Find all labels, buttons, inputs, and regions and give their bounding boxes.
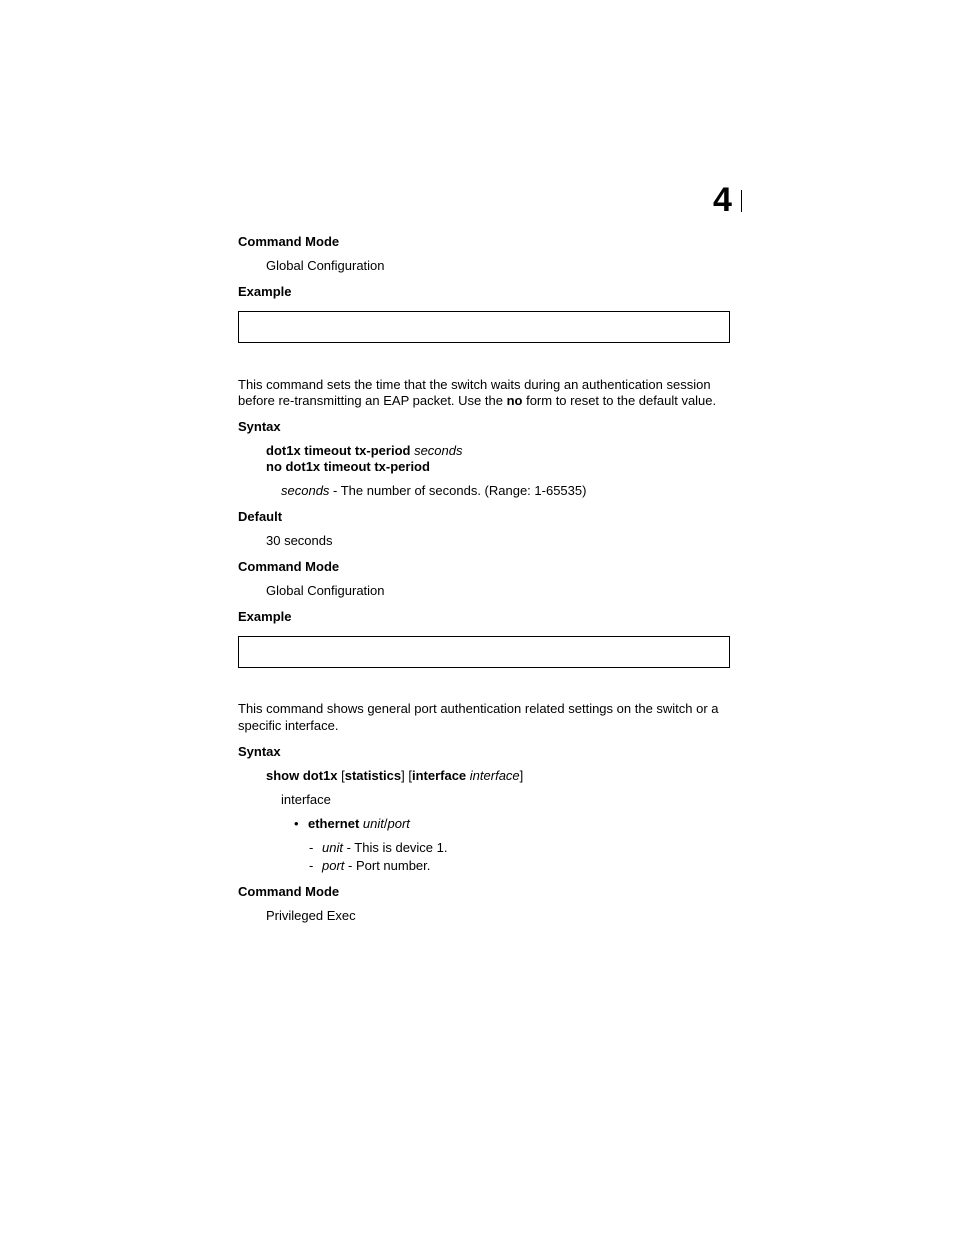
parameter-name: interface <box>281 792 331 807</box>
syntax-line: show dot1x [statistics] [interface interface] <box>266 768 524 783</box>
dash: - <box>309 840 314 855</box>
ethernet-option: ethernet unit/port <box>308 816 410 831</box>
command-mode-value: Global Configuration <box>266 583 385 598</box>
default-heading: Default <box>238 509 283 524</box>
default-value: 30 seconds <box>266 533 333 548</box>
example-box <box>238 636 730 668</box>
command-mode-heading: Command Mode <box>238 884 340 899</box>
description-line: before re-transmitting an EAP packet. Use the no form to reset to the default value. <box>238 393 717 408</box>
syntax-heading: Syntax <box>238 419 281 434</box>
chapter-number: 4 <box>713 181 732 219</box>
example-box <box>238 311 730 343</box>
unit-description: unit - This is device 1. <box>322 840 448 855</box>
parameter-description: seconds - The number of seconds. (Range: 1-65535) <box>281 483 587 498</box>
syntax-heading: Syntax <box>238 744 281 759</box>
no-keyword: no <box>506 393 523 408</box>
example-heading: Example <box>238 284 292 299</box>
example-heading: Example <box>238 609 292 624</box>
bullet: • <box>294 816 299 831</box>
command-mode-value: Privileged Exec <box>266 908 356 923</box>
chapter-marker-bar <box>741 190 742 212</box>
dash: - <box>309 858 314 873</box>
port-description: port - Port number. <box>322 858 431 873</box>
description-line: This command shows general port authentication related settings on the switch or a <box>238 701 719 716</box>
command-mode-heading: Command Mode <box>238 234 340 249</box>
command-mode-value: Global Configuration <box>266 258 385 273</box>
description-line: specific interface. <box>238 718 339 733</box>
syntax-line-no: no dot1x timeout tx-period <box>266 459 430 474</box>
description-line: This command sets the time that the switch waits during an authentication session <box>238 377 711 392</box>
command-mode-heading: Command Mode <box>238 559 340 574</box>
syntax-line: dot1x timeout tx-period seconds <box>266 443 463 458</box>
